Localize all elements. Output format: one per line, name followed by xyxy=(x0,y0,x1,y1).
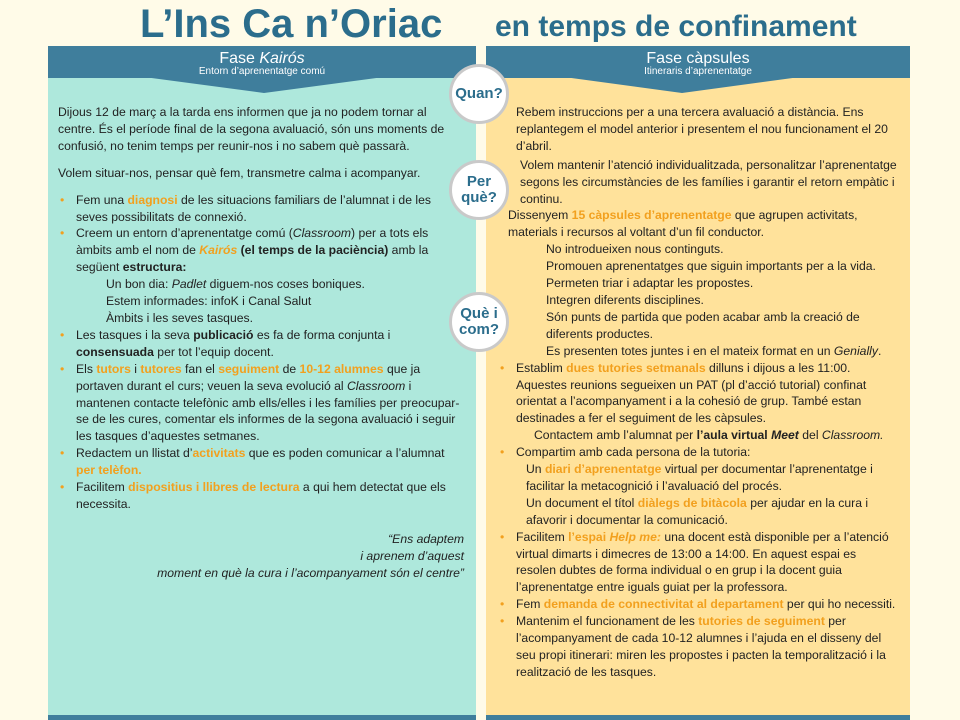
list-item: • Fem demanda de connectivitat al departament per qui ho necessiti. xyxy=(498,596,898,613)
capsule-feature: Es presenten totes juntes i en el mateix format en un Genially. xyxy=(546,343,882,358)
kairos-intro: Dijous 12 de març a la tarda ens informen que ja no podem tornar al centre. És el període final de la segona avaluació, són uns moments de confusió, no tenim temps per reunir-nos i no sabem què passarà. xyxy=(58,105,445,153)
kairos-heading: Fase xyxy=(219,50,260,67)
structure-item: Estem informades: infoK i Canal Salut xyxy=(106,294,312,309)
when-bubble: Quan? xyxy=(449,64,509,124)
kairos-header-arrow xyxy=(144,77,384,93)
title-sub: en temps de confinament xyxy=(495,10,857,43)
list-item: • Fem una diagnosi de les situacions familiars de l’alumnat i de les seves possibilitats de connexió. xyxy=(58,192,464,226)
capsules-heading: Fase càpsules xyxy=(646,50,750,67)
kairos-header xyxy=(48,46,476,78)
list-item: • Compartim amb cada persona de la tutoria: Un diari d’aprenentatge virtual per documentar l’aprenentatge i facilitar la metacognició i l’avaluació del procés. Un document el títol diàlegs de bitàcola per ajudar en la cura i afavorir i documentar la comunicació. xyxy=(498,444,898,529)
kairos-heading-italic: Kairós xyxy=(259,50,305,67)
kairos-quote: “Ens adaptem i aprenem d’aquest moment en què la cura i l’acompanyament són el centre” xyxy=(157,531,464,580)
what-how-bubble: Què i com? xyxy=(449,292,509,352)
capsule-feature: No introdueixen nous continguts. xyxy=(546,242,724,257)
list-item: • Els tutors i tutores fan el seguiment de 10-12 alumnes que ja portaven durant el curs; veuen la seva evolució al Classroom i mantenen contacte telefònic amb ells/elles i les famílies per preocupar-se de les cures, comentar els informes de la segona avaluació i seguir les tasques d’aquestes setmanes. xyxy=(58,361,464,446)
kairos-body xyxy=(58,104,464,582)
structure-item: Un bon dia: Padlet diguem-nos coses boniques. xyxy=(106,277,365,292)
list-item: • Redactem un llistat d’activitats que es poden comunicar a l’alumnat per telèfon. xyxy=(58,445,464,479)
capsule-feature: Integren diferents disciplines. xyxy=(546,292,704,307)
list-item: • Facilitem dispositius i llibres de lectura a qui hem detectat que els necessita. xyxy=(58,479,464,513)
capsules-column xyxy=(486,46,910,720)
list-item: • Les tasques i la seva publicació es fa de forma conjunta i consensuada per tot l’equip docent. xyxy=(58,327,464,361)
capsule-feature: Promouen aprenentatges que siguin importants per a la vida. xyxy=(546,259,876,274)
kairos-intro-2: Volem situar-nos, pensar què fem, transmetre calma i acompanyar. xyxy=(58,165,421,180)
capsules-design: Dissenyem 15 càpsules d’aprenentatge que agrupen activitats, materials i recursos al voltant d’un fil conductor. xyxy=(508,208,858,240)
kairos-column xyxy=(48,46,476,720)
capsule-feature: Són punts de partida que poden acabar amb la creació de diferents productes. xyxy=(546,309,860,341)
list-item: • Mantenim el funcionament de les tutories de seguiment per l’acompanyament de cada 10-12 alumnes i l’ajuda en el disseny del seu propi itinerari: miren les propostes i pacten la temporalització i la realització de les tasques. xyxy=(498,613,898,681)
list-item: • Facilitem l’espai Help me: una docent està disponible per a l’atenció virtual dimarts i dimecres de 13:00 a 14:00. En aquest espai es resolen dubtes de forma individual o en grup i la docent guia l’aprenentatge entre iguals guiat per la professora. xyxy=(498,529,898,597)
list-item: • Creem un entorn d’aprenentatge comú (Classroom) per a tots els àmbits amb el nom de Kairós (el temps de la paciència) amb la següent estructura: Un bon dia: Padlet diguem-nos coses boniques. Estem informades: infoK i Canal Salut Àmbits i les seves tasques. xyxy=(58,225,464,326)
structure-item: Àmbits i les seves tasques. xyxy=(106,310,253,325)
kairos-bottom-bar xyxy=(48,715,476,720)
capsules-header xyxy=(486,46,910,78)
list-item: • Establim dues tutories setmanals dilluns i dijous a les 11:00. Aquestes reunions segueixen un PAT (pl d’acció tutorial) confinat orientat a l’acompanyament i a la cohesió de grup. També estan destinades a fer el seguiment de les càpsules. Contactem amb l’alumnat per l’aula virtual Meet del Classroom. xyxy=(498,360,898,445)
poster-title xyxy=(0,2,960,46)
capsules-intro: Rebem instruccions per a una tercera avaluació a distància. Ens replantegem el model anterior i presentem el nou funcionament el 20 d’abril. xyxy=(516,105,888,153)
capsules-bottom-bar xyxy=(486,715,910,720)
capsules-header-arrow xyxy=(564,77,800,93)
kairos-subheading: Entorn d’aprenentatge comú xyxy=(198,66,326,77)
capsules-subheading: Itineraris d’aprenentatge xyxy=(644,66,752,77)
capsules-intro-2: Volem mantenir l’atenció individualitzada, personalitzar l’aprenentatge segons les circumstàncies de les famílies i garantir el retorn empàtic i continu. xyxy=(520,157,897,206)
capsules-body xyxy=(498,104,898,681)
capsule-feature: Permeten triar i adaptar les propostes. xyxy=(546,276,754,291)
title-main: L’Ins Ca n’Oriac xyxy=(140,2,443,46)
why-bubble: Per què? xyxy=(449,160,509,220)
